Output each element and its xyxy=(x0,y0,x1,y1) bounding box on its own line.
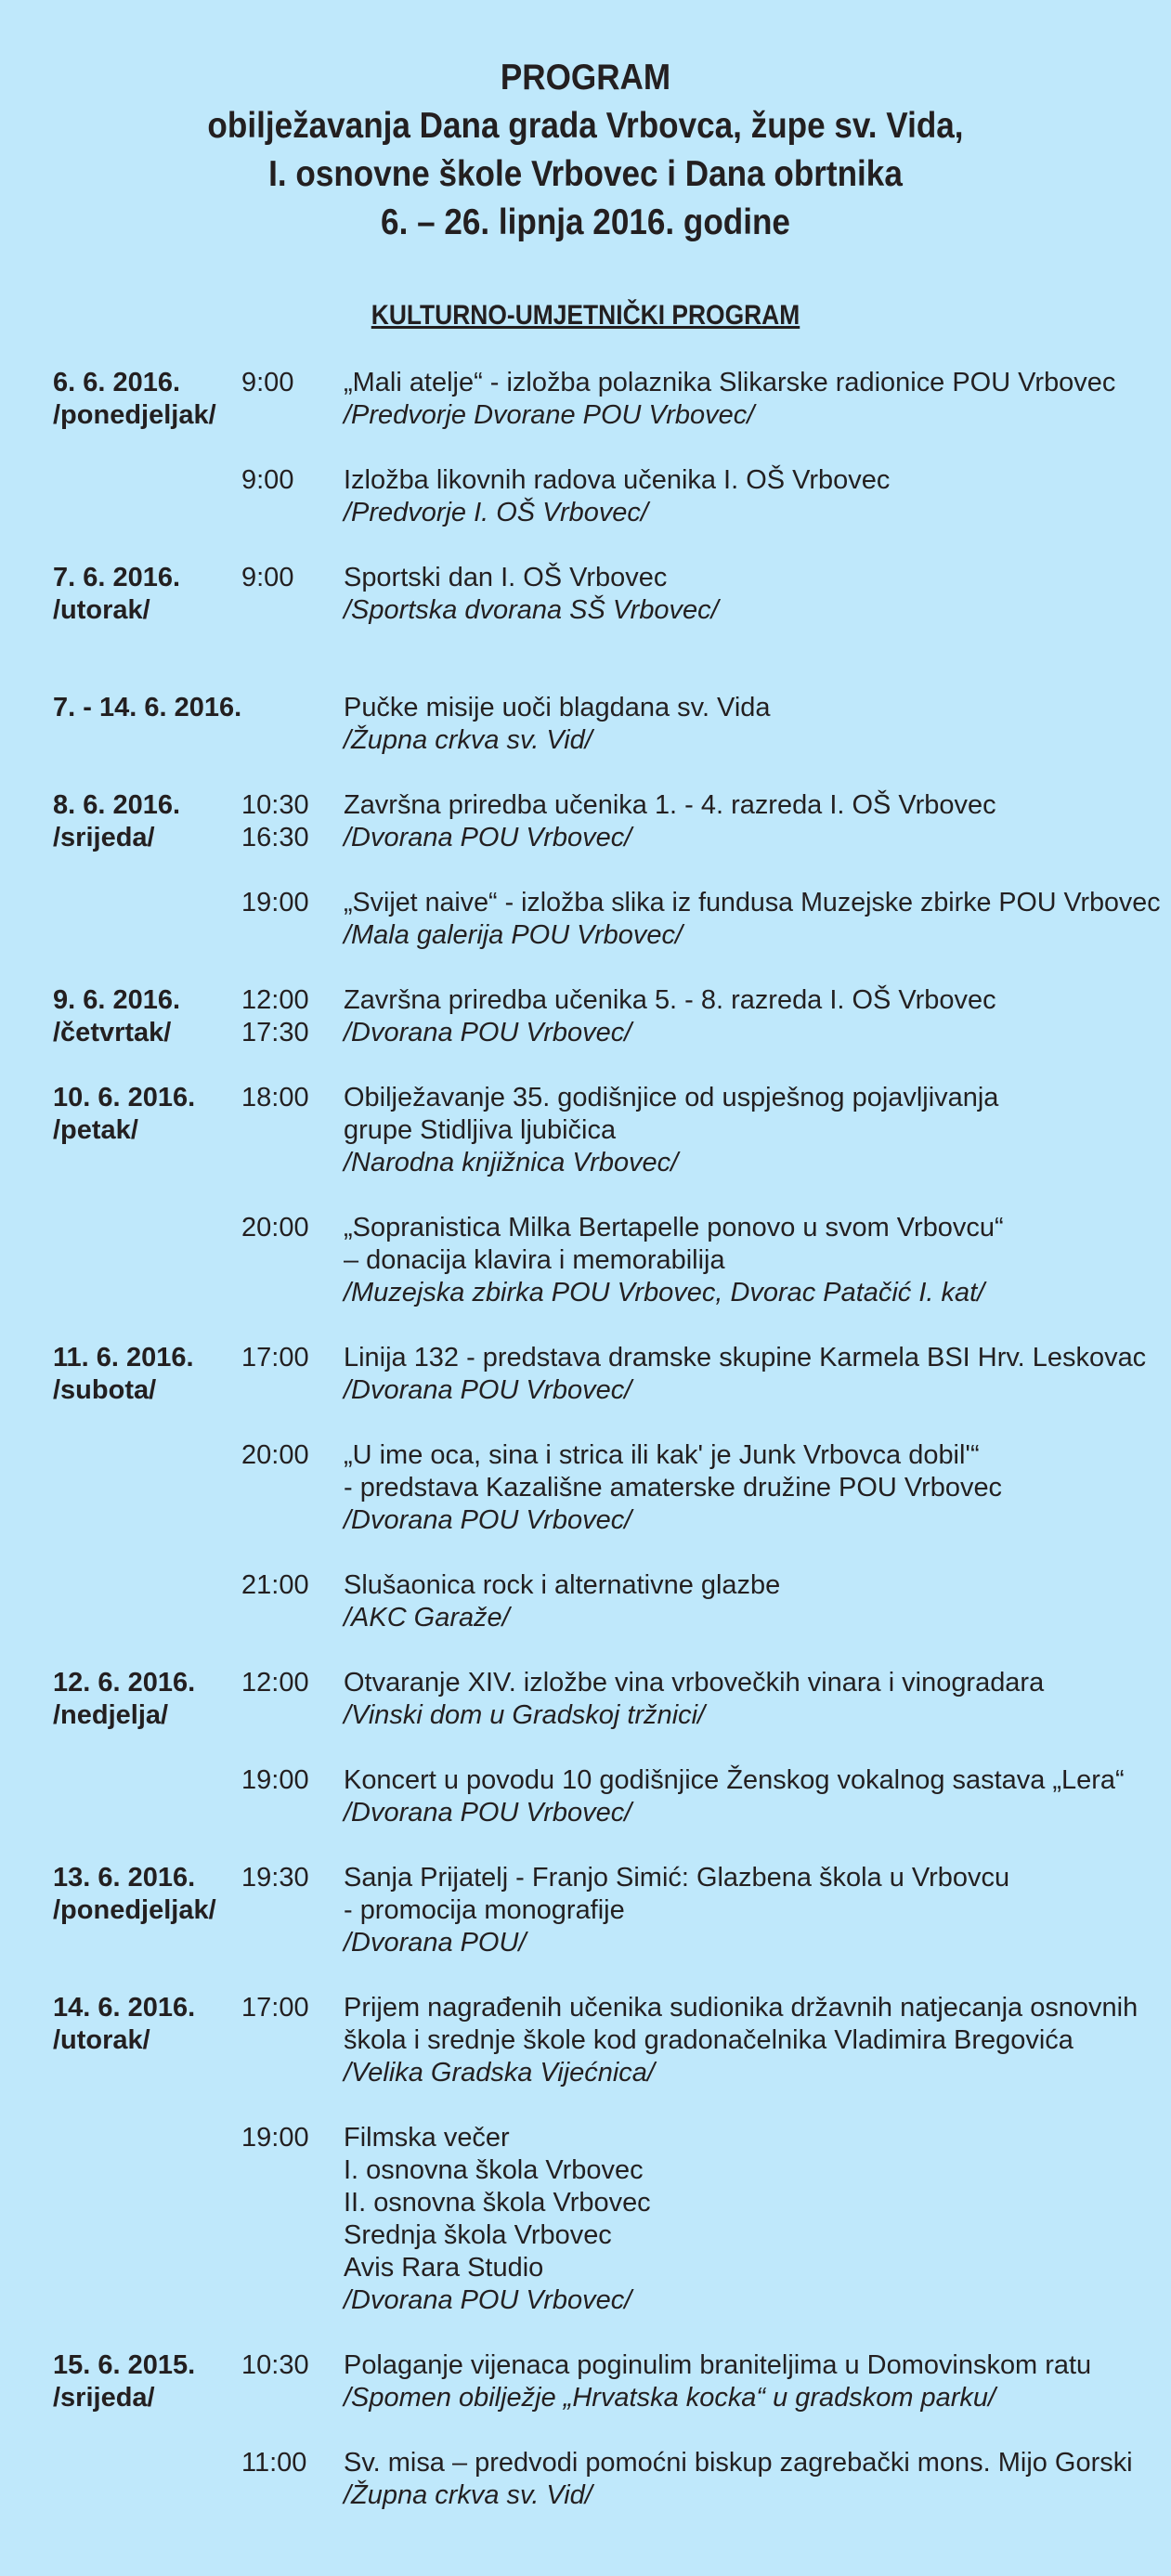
event-description xyxy=(344,1764,1161,1829)
event-location: /Predvorje Dvorane POU Vrbovec/ xyxy=(344,400,755,430)
event-time: 20:00 xyxy=(241,1213,309,1242)
event-description xyxy=(344,887,1161,952)
event-date: 13. 6. 2016. xyxy=(53,1863,196,1893)
event-description-line: „Sopranistica Milka Bertapelle ponovo u svom Vrbovcu“ xyxy=(344,1213,1004,1242)
event-description xyxy=(344,464,1161,529)
event-time: 12:00 xyxy=(241,985,309,1015)
event-location: /AKC Garaže/ xyxy=(344,1603,510,1633)
event-date: 9. 6. 2016. xyxy=(53,985,181,1015)
event-location: /Dvorana POU Vrbovec/ xyxy=(344,1505,632,1535)
event-day: /srijeda/ xyxy=(53,2383,155,2413)
event-day: /srijeda/ xyxy=(53,823,155,852)
event-time: 21:00 xyxy=(241,1570,309,1600)
event-description xyxy=(344,1439,1161,1537)
event-description xyxy=(344,1992,1161,2089)
event-location: /Župna crkva sv. Vid/ xyxy=(344,2480,592,2510)
event-location: /Muzejska zbirka POU Vrbovec, Dvorac Patačić I. kat/ xyxy=(344,1278,985,1308)
event-time: 19:30 xyxy=(241,1863,309,1893)
event-time: 10:30 xyxy=(241,790,309,820)
event-day: /ponedjeljak/ xyxy=(53,1895,216,1925)
event-date: 14. 6. 2016. xyxy=(53,1993,196,2023)
event-description-line: Sportski dan I. OŠ Vrbovec xyxy=(344,563,668,592)
event-description-line: Filmska večer xyxy=(344,2123,510,2153)
event-date: 7. 6. 2016. xyxy=(53,563,181,592)
event-description xyxy=(344,562,1161,627)
event-location: /Župna crkva sv. Vid/ xyxy=(344,725,592,755)
event-time: 17:00 xyxy=(241,1343,309,1373)
event-date: 8. 6. 2016. xyxy=(53,790,181,820)
event-location: /Vinski dom u Gradskoj tržnici/ xyxy=(344,1700,706,1730)
event-description xyxy=(344,1862,1161,1959)
event-time: 9:00 xyxy=(241,563,294,592)
event-description-line: „Svijet naive“ - izložba slika iz fundusa Muzejske zbirke POU Vrbovec xyxy=(344,888,1161,917)
event-description xyxy=(344,2122,1161,2317)
event-date: 12. 6. 2016. xyxy=(53,1668,196,1698)
event-description xyxy=(344,1667,1161,1732)
event-description-line: škola i srednje škole kod gradonačelnika Vladimira Bregovića xyxy=(344,2025,1073,2055)
event-location: /Dvorana POU Vrbovec/ xyxy=(344,1018,632,1047)
program-header xyxy=(59,54,1112,247)
program-dates: 6. – 26. lipnja 2016. godine xyxy=(381,202,790,242)
event-description-line: Linija 132 - predstava dramske skupine Karmela BSI Hrv. Leskovac xyxy=(344,1343,1147,1373)
event-description xyxy=(344,367,1161,432)
event-date: 6. 6. 2016. xyxy=(53,368,181,397)
event-description xyxy=(344,2349,1161,2414)
event-location: /Dvorana POU Vrbovec/ xyxy=(344,823,632,852)
event-description-line: Završna priredba učenika 1. - 4. razreda I. OŠ Vrbovec xyxy=(344,790,996,820)
event-day: /petak/ xyxy=(53,1115,138,1145)
event-time: 17:00 xyxy=(241,1993,309,2023)
program-subtitle-line1: obilježavanja Dana grada Vrbovca, župe sv. Vida, xyxy=(207,106,964,146)
event-location: /Narodna knjižnica Vrbovec/ xyxy=(344,1148,679,1177)
event-time: 10:30 xyxy=(241,2350,309,2380)
event-description-line: Slušaonica rock i alternativne glazbe xyxy=(344,1570,781,1600)
event-date: 11. 6. 2016. xyxy=(53,1343,194,1373)
event-location: /Dvorana POU Vrbovec/ xyxy=(344,1375,632,1405)
program-title: PROGRAM xyxy=(500,58,671,98)
event-description-line: II. osnovna škola Vrbovec xyxy=(344,2188,651,2218)
event-description-line: – donacija klavira i memorabilija xyxy=(344,1245,725,1275)
event-description-line: - predstava Kazališne amaterske družine POU Vrbovec xyxy=(344,1473,1003,1503)
event-description xyxy=(344,1082,1161,1179)
event-time: 18:00 xyxy=(241,1083,309,1112)
event-description-line: Polaganje vijenaca poginulim braniteljima u Domovinskom ratu xyxy=(344,2350,1092,2380)
event-date: 10. 6. 2016. xyxy=(53,1083,196,1112)
event-description xyxy=(344,984,1161,1049)
event-description-line: Obilježavanje 35. godišnjice od uspješnog pojavljivanja xyxy=(344,1083,999,1112)
event-time: 12:00 xyxy=(241,1668,309,1698)
event-day: /četvrtak/ xyxy=(53,1018,172,1047)
event-description-line: Pučke misije uoči blagdana sv. Vida xyxy=(344,693,771,722)
event-time: 20:00 xyxy=(241,1440,309,1470)
event-location: /Dvorana POU Vrbovec/ xyxy=(344,1798,632,1828)
event-description xyxy=(344,1342,1161,1407)
program-subtitle-line2: I. osnovne škole Vrbovec i Dana obrtnika xyxy=(268,154,903,194)
event-date: 15. 6. 2015. xyxy=(53,2350,196,2380)
event-description-line: Avis Rara Studio xyxy=(344,2253,544,2283)
event-day: /nedjelja/ xyxy=(53,1700,169,1730)
event-description-line: I. osnovna škola Vrbovec xyxy=(344,2155,644,2185)
event-description-line: „U ime oca, sina i strica ili kak' je Junk Vrbovca dobil'“ xyxy=(344,1440,980,1470)
event-time: 19:00 xyxy=(241,2123,309,2153)
event-description xyxy=(344,1569,1161,1634)
event-description-line: Sanja Prijatelj - Franjo Simić: Glazbena škola u Vrbovcu xyxy=(344,1863,1010,1893)
event-time: 19:00 xyxy=(241,1765,309,1795)
event-description-line: Završna priredba učenika 5. - 8. razreda I. OŠ Vrbovec xyxy=(344,985,996,1015)
event-time: 9:00 xyxy=(241,368,294,397)
event-day: /subota/ xyxy=(53,1375,157,1405)
event-description-line: Koncert u povodu 10 godišnjice Ženskog vokalnog sastava „Lera“ xyxy=(344,1765,1125,1795)
event-time-second: 17:30 xyxy=(241,1018,309,1047)
event-description xyxy=(344,2447,1161,2512)
event-date: 7. - 14. 6. 2016. xyxy=(53,693,242,722)
event-description-line: Izložba likovnih radova učenika I. OŠ Vrbovec xyxy=(344,465,891,495)
event-description-line: „Mali atelje“ - izložba polaznika Slikarske radionice POU Vrbovec xyxy=(344,368,1116,397)
event-description-line: Prijem nagrađenih učenika sudionika državnih natjecanja osnovnih xyxy=(344,1993,1138,2023)
section-title: KULTURNO-UMJETNIČKI PROGRAM xyxy=(371,300,800,331)
event-location: /Spomen obilježje „Hrvatska kocka“ u gradskom parku/ xyxy=(344,2383,996,2413)
event-description xyxy=(344,789,1161,854)
event-day: /ponedjeljak/ xyxy=(53,400,216,430)
event-location: /Predvorje I. OŠ Vrbovec/ xyxy=(344,498,648,527)
event-day: /utorak/ xyxy=(53,2025,150,2055)
event-description-line: Otvaranje XIV. izložbe vina vrbovečkih vinara i vinogradara xyxy=(344,1668,1045,1698)
event-description xyxy=(344,1212,1161,1309)
event-location: /Sportska dvorana SŠ Vrbovec/ xyxy=(344,595,719,625)
event-description-line: grupe Stidljiva ljubičica xyxy=(344,1115,617,1145)
event-time-second: 16:30 xyxy=(241,823,309,852)
event-location: /Velika Gradska Vijećnica/ xyxy=(344,2058,655,2088)
event-description-line: Sv. misa – predvodi pomoćni biskup zagrebački mons. Mijo Gorski xyxy=(344,2448,1133,2478)
event-description xyxy=(344,692,1161,757)
event-day: /utorak/ xyxy=(53,595,150,625)
event-location: /Dvorana POU Vrbovec/ xyxy=(344,2285,632,2315)
event-description-line: - promocija monografije xyxy=(344,1895,625,1925)
event-time: 19:00 xyxy=(241,888,309,917)
event-time: 11:00 xyxy=(241,2448,307,2478)
event-time: 9:00 xyxy=(241,465,294,495)
event-description-line: Srednja škola Vrbovec xyxy=(344,2220,612,2250)
event-location: /Mala galerija POU Vrbovec/ xyxy=(344,920,683,950)
event-location: /Dvorana POU/ xyxy=(344,1928,527,1958)
